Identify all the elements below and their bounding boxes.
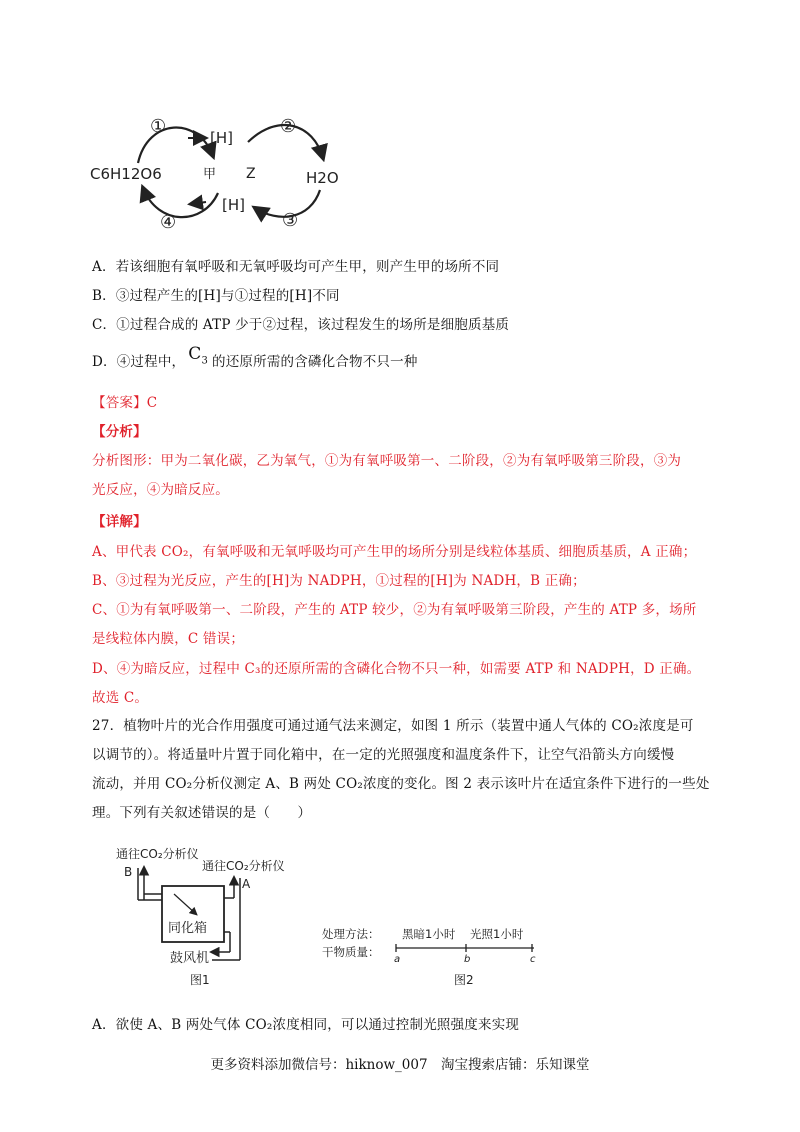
fig2-c: c [530,954,536,965]
step3-label: ③ [282,210,299,231]
step4-label: ④ [160,212,177,233]
jia-label: 甲 [203,167,217,182]
c3-symbol: $C_3$ [188,344,209,367]
detail-line-c2: 是线粒体内膜，C 错误； [92,631,245,647]
fig1-to-analyzer-a: 通往CO₂分析仪 [202,859,285,873]
q26-option-d-suffix: 的还原所需的含磷化合物不只一种 [212,354,418,370]
detail-conclusion: 故选 C。 [92,690,149,706]
fig2-mass-label: 干物质量： [322,945,380,959]
q26-option-d-prefix: D．④过程中， [92,354,186,370]
answer-line: 【答案】C [92,395,158,411]
arrow-from-h-bottom [191,202,206,204]
detail-line-b: B、③过程为光反应，产生的[H]为 NADPH，①过程的[H]为 NADH，B 正确； [92,573,586,589]
fig2-light: 光照1小时 [470,927,524,941]
fig2-b: b [464,954,471,965]
q26-option-c: C．①过程合成的 ATP 少于②过程，该过程发生的场所是细胞质基质 [92,317,510,333]
fig2-caption: 图2 [454,973,474,987]
fig1-blower-label: 鼓风机 [170,951,210,966]
cycle-diagram [88,108,358,238]
fig1-chamber-label: 同化箱 [168,921,208,936]
q27-option-a: A．欲使 A、B 两处气体 CO₂浓度相同，可以通过控制光照强度来实现 [92,1017,520,1033]
fig1-caption: 图1 [190,973,210,987]
analysis-heading: 【分析】 [92,424,147,440]
detail-line-a: A、甲代表 CO₂，有氧呼吸和无氧呼吸均可产生甲的场所分别是线粒体基质、细胞质基质，A 正确； [92,544,697,560]
arrow-step4 [143,188,218,217]
step1-label: ① [150,116,167,137]
detail-line-c1: C、①为有氧呼吸第一、二阶段，产生的 ATP 较少，②为有氧呼吸第三阶段，产生的 ATP 多，场所 [92,602,697,618]
water-label: H2O [306,169,339,187]
analysis-line-1: 分析图形：甲为二氧化碳，乙为氧气，①为有氧呼吸第一、二阶段，②为有氧呼吸第三阶段，③为 [92,453,682,469]
q27-line-4: 理。下列有关叙述错误的是（ ） [92,805,312,821]
h-bottom-label: [H] [222,196,245,214]
page-footer: 更多资料添加微信号：hiknow_007 淘宝搜索店铺：乐知课堂 [210,1057,590,1073]
q27-line-1: 27．植物叶片的光合作用强度可通过通气法来测定，如图 1 所示（装置中通人气体的 CO₂浓度是可 [92,718,694,734]
fig2-method-label: 处理方法： [322,927,380,941]
fig1-label-a: A [242,877,251,891]
q27-line-3: 流动，并用 CO₂分析仪测定 A、B 两处 CO₂浓度的变化。图 2 表示该叶片在适宜条件下进行的一些处 [92,776,710,792]
detail-line-d: D、④为暗反应，过程中 C₃的还原所需的含磷化合物不只一种，如需要 ATP 和 NADPH，D 正确。 [92,661,701,677]
yi-label: Z [246,166,256,182]
glucose-label: C6H12O6 [90,165,162,183]
q26-option-a: A．若该细胞有氧呼吸和无氧呼吸均可产生甲，则产生甲的场所不同 [92,259,500,275]
q26-option-d [92,344,418,373]
h-top-label: [H] [210,129,233,147]
fig1-label-b: B [124,865,133,879]
q26-option-b: B．③过程产生的[H]与①过程的[H]不同 [92,288,340,304]
step2-label: ② [280,116,297,137]
detail-heading: 【详解】 [92,514,147,530]
fig2-a: a [394,954,401,965]
analysis-line-2: 光反应，④为暗反应。 [92,482,229,498]
fig2-dark: 黑暗1小时 [402,927,456,941]
figure-1-apparatus [112,842,312,992]
fig1-to-analyzer-b: 通往CO₂分析仪 [116,847,199,861]
figure-2-timeline [320,922,560,992]
q27-line-2: 以调节的）。将适量叶片置于同化箱中，在一定的光照强度和温度条件下，让空气沿箭头方向缓慢 [92,747,675,763]
